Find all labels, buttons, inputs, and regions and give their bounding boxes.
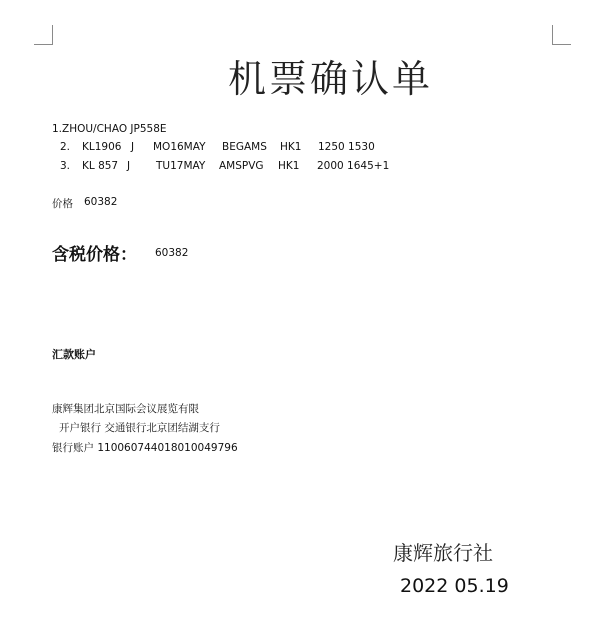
segment-times: 1250 1530 xyxy=(318,141,375,153)
document-title: 机票确认单 xyxy=(228,57,434,101)
segment-row xyxy=(0,160,610,174)
bank-line: 开户银行 交通银行北京团结湖支行 xyxy=(59,422,220,434)
segment-date: TU17MAY xyxy=(156,160,206,172)
account-name: 康辉集团北京国际会议展览有限 xyxy=(52,403,199,415)
passenger-line: 1.ZHOU/CHAO JP558E xyxy=(52,123,167,135)
segment-route: BEGAMS xyxy=(222,141,267,153)
crop-mark-top-right xyxy=(552,25,571,45)
segment-flight: KL1906 xyxy=(82,141,122,153)
crop-mark-top-left xyxy=(34,25,53,45)
agency-signature: 康辉旅行社 xyxy=(393,541,493,565)
segment-row xyxy=(0,141,610,155)
segment-flight: KL 857 xyxy=(82,160,119,172)
segment-times: 2000 1645+1 xyxy=(317,160,390,172)
segment-class: J xyxy=(131,141,135,153)
tax-price-label: 含税价格： xyxy=(52,245,137,265)
tax-price-value: 60382 xyxy=(155,247,189,259)
segment-status: HK1 xyxy=(280,141,302,153)
account-number-line: 银行账户 110060744018010049796 xyxy=(52,442,238,454)
segment-route: AMSPVG xyxy=(219,160,264,172)
issue-date: 2022 05.19 xyxy=(400,575,509,597)
segment-number: 3. xyxy=(60,160,71,172)
segment-date: MO16MAY xyxy=(153,141,206,153)
price-value: 60382 xyxy=(84,196,118,208)
remittance-heading: 汇款账户 xyxy=(52,348,96,361)
segment-status: HK1 xyxy=(278,160,300,172)
segment-number: 2. xyxy=(60,141,71,153)
price-label: 价格 xyxy=(52,198,73,210)
segment-class: J xyxy=(127,160,131,172)
